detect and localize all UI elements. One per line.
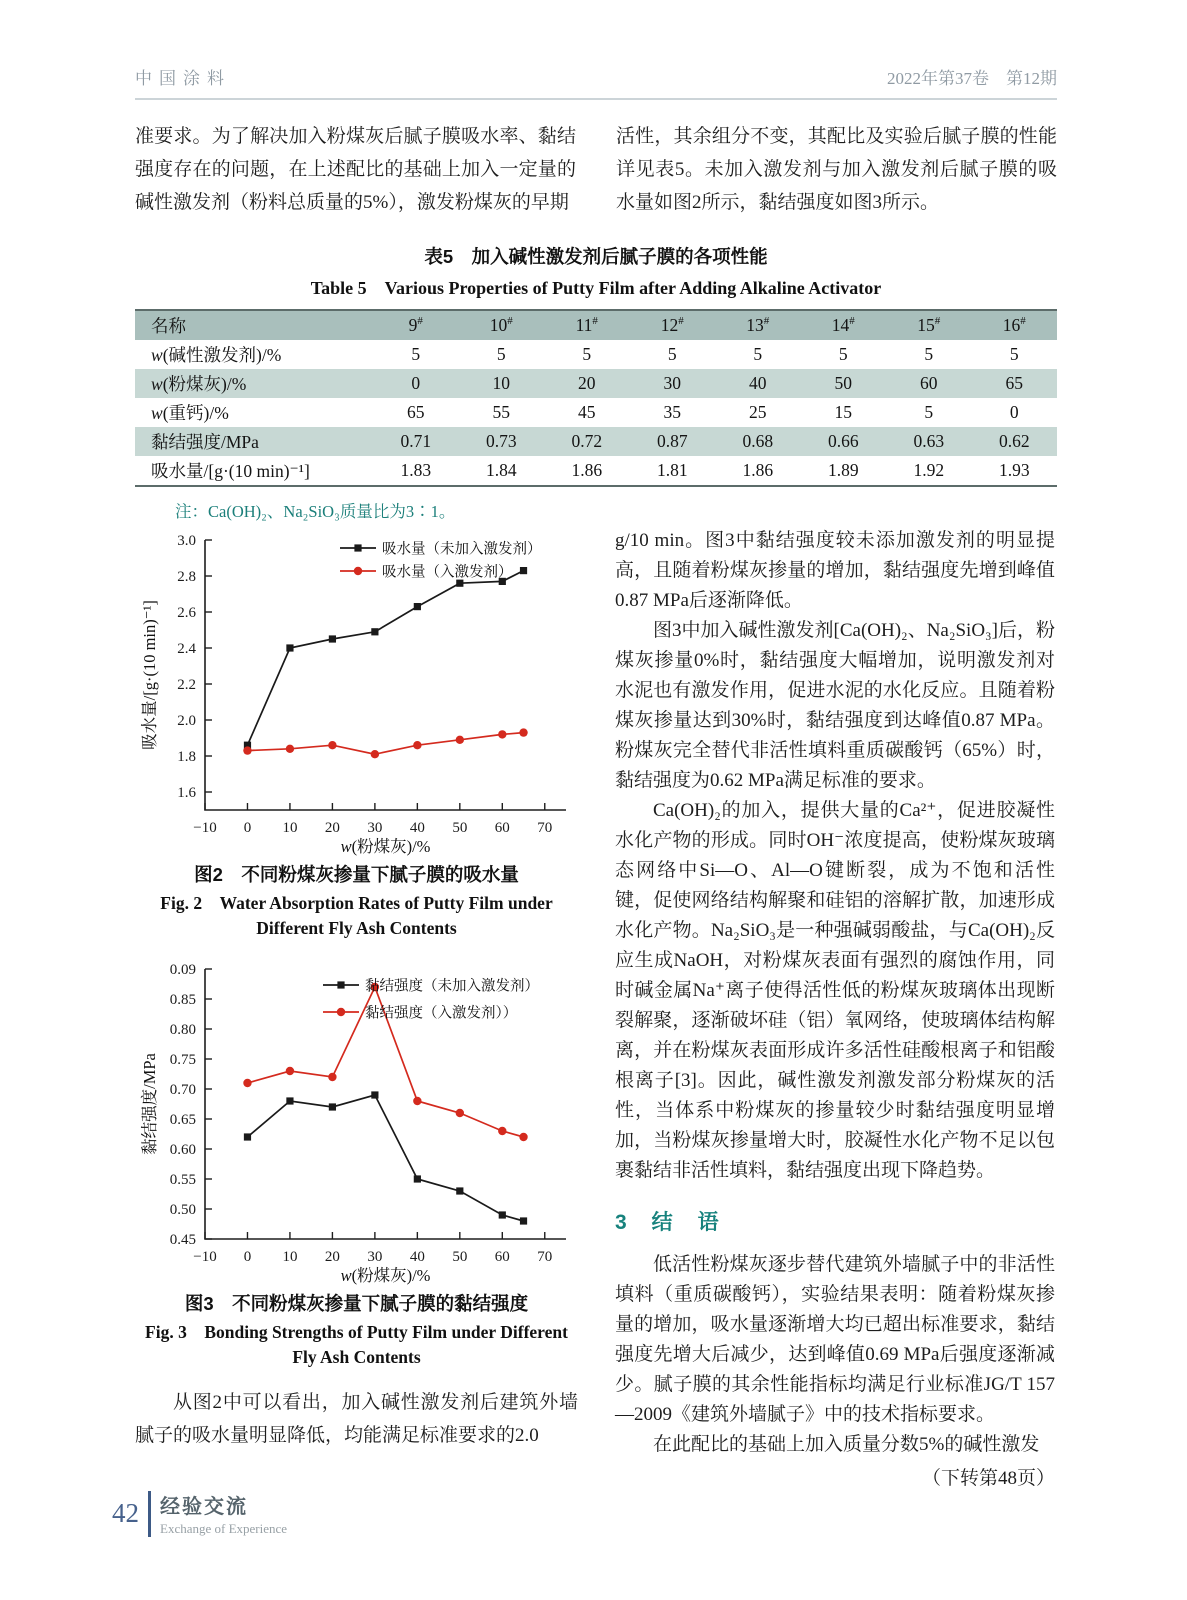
- table-cell: 0.62: [998, 431, 1030, 451]
- left-closing-paragraph: 从图2中可以看出，加入碱性激发剂后建筑外墙腻子的吸水量明显降低，均能满足标准要求的2.0: [135, 1392, 578, 1446]
- footer-divider: [148, 1491, 151, 1537]
- footer-column-en: Exchange of Experience: [160, 1521, 288, 1536]
- table-cell: 55: [492, 402, 510, 422]
- footer-column-zh: 经验交流: [160, 1496, 248, 1518]
- svg-text:黏结强度/MPa: 黏结强度/MPa: [140, 1053, 159, 1155]
- page-header: [135, 64, 1057, 100]
- svg-text:−10: −10: [193, 820, 217, 836]
- table-cell: 5: [753, 344, 763, 364]
- svg-text:0.50: 0.50: [169, 1202, 196, 1218]
- table-cell: 0.63: [913, 431, 945, 451]
- svg-text:0.85: 0.85: [169, 992, 196, 1008]
- table-header-sample: 15#: [917, 315, 941, 335]
- table-header-sample: 11#: [575, 315, 598, 335]
- svg-text:60: 60: [494, 820, 510, 836]
- table-header-sample: 10#: [489, 315, 513, 335]
- fig3-caption-zh: 图3 不同粉煤灰掺量下腻子膜的黏结强度: [184, 1293, 529, 1314]
- table-cell: 0.72: [571, 431, 603, 451]
- svg-text:吸水量/[g·(10 min)⁻¹]: 吸水量/[g·(10 min)⁻¹]: [140, 600, 159, 750]
- svg-text:1.8: 1.8: [177, 749, 196, 765]
- table-cell: 1.84: [485, 460, 517, 480]
- table-header-sample: 13#: [746, 315, 770, 335]
- fig2-caption-en-line2: Different Fly Ash Contents: [256, 918, 457, 938]
- svg-text:20: 20: [324, 820, 340, 836]
- svg-text:50: 50: [452, 1249, 468, 1265]
- table-cell: 5: [582, 344, 592, 364]
- body-paragraph: 图3中加入碱性激发剂[Ca(OH)₂、Na₂SiO₃]后，粉煤灰掺量0%时，黏结强度大幅增加，说明激发剂对水泥也有激发作用，促进水泥的水化反应。且随着粉煤灰掺量达到30%时，黏结强度到达峰值0.87 MPa。粉煤灰完全替代非活性填料重质碳酸钙（65%）时，黏结强度为0.62 MPa满足标准的要求。: [615, 620, 1055, 791]
- svg-text:0: 0: [243, 1249, 252, 1265]
- fig2-caption-en-line1: Fig. 2 Water Absorption Rates of Putty Film under: [160, 893, 553, 913]
- table-cell: 40: [749, 373, 767, 393]
- figure-2: [135, 526, 578, 941]
- table-title-en: Table 5 Various Properties of Putty Film after Adding Alkaline Activator: [310, 278, 882, 298]
- page-number: 42: [112, 1498, 139, 1528]
- left-column: [135, 526, 578, 1452]
- table-row-label: w(重钙)/%: [151, 403, 229, 423]
- table-cell: 25: [749, 402, 767, 422]
- svg-text:70: 70: [537, 1249, 553, 1265]
- svg-text:10: 10: [282, 820, 298, 836]
- table-row: [135, 427, 1057, 456]
- table-row: [135, 456, 1057, 486]
- svg-text:3.0: 3.0: [177, 533, 196, 549]
- table-cell: 5: [924, 344, 934, 364]
- intro-paragraphs: [135, 120, 1057, 219]
- table-cell: 20: [578, 373, 596, 393]
- table-cell: 0.68: [742, 431, 774, 451]
- properties-table: [135, 309, 1057, 487]
- table-cell: 5: [411, 344, 421, 364]
- table-cell: 1.81: [656, 460, 688, 480]
- table-cell: 30: [663, 373, 681, 393]
- svg-text:w(粉煤灰)/%: w(粉煤灰)/%: [340, 837, 431, 856]
- svg-text:黏结强度（未加入激发剂）: 黏结强度（未加入激发剂）: [365, 978, 539, 995]
- svg-text:2.0: 2.0: [177, 713, 196, 729]
- fig2-line-chart: [135, 526, 578, 858]
- table-header-sample: 16#: [1002, 315, 1026, 335]
- body-paragraph: 低活性粉煤灰逐步替代建筑外墙腻子中的非活性填料（重质碳酸钙），实验结果表明：随着粉煤灰掺量的增加，吸水量逐渐增大均已超出标准要求，黏结强度先增大后减少，达到峰值0.69 MPa后强度逐渐减少。腻子膜的其余性能指标均满足行业标准JG/T 157—2009《建筑外墙腻子》中的技术指标要求。: [615, 1254, 1055, 1425]
- table-header-name: 名称: [151, 316, 186, 336]
- svg-text:2.8: 2.8: [177, 569, 196, 585]
- fig3-caption-en-line1: Fig. 3 Bonding Strengths of Putty Film under Different: [145, 1322, 568, 1342]
- svg-text:30: 30: [367, 1249, 383, 1265]
- fig3-caption-en: [135, 1320, 578, 1370]
- table-row: [135, 398, 1057, 427]
- properties-table-body: [135, 310, 1057, 486]
- issue-info: 2022年第37卷 第12期: [887, 69, 1057, 88]
- table-cell: 1.83: [400, 460, 432, 480]
- table-cell: 1.86: [742, 460, 774, 480]
- table-cell: 1.89: [827, 460, 859, 480]
- svg-text:吸水量（入激发剂）: 吸水量（入激发剂）: [382, 564, 513, 581]
- svg-text:0.60: 0.60: [169, 1142, 196, 1158]
- svg-text:0.09: 0.09: [169, 962, 196, 978]
- table-cell: 5: [1009, 344, 1019, 364]
- svg-text:2.2: 2.2: [177, 677, 196, 693]
- svg-text:30: 30: [367, 820, 383, 836]
- table-header-row: [135, 310, 1057, 340]
- table-header-sample: 9#: [408, 315, 423, 335]
- table-cell: 10: [492, 373, 510, 393]
- table-cell: 5: [667, 344, 677, 364]
- table-header-sample: 12#: [660, 315, 684, 335]
- table-cell: 45: [578, 402, 596, 422]
- table-row: [135, 369, 1057, 398]
- svg-text:10: 10: [282, 1249, 298, 1265]
- svg-text:吸水量（未加入激发剂）: 吸水量（未加入激发剂）: [382, 541, 542, 558]
- table-cell: 0.73: [485, 431, 517, 451]
- table-cell: 5: [924, 402, 934, 422]
- table-cell: 50: [834, 373, 852, 393]
- right-column: [615, 526, 1055, 1494]
- svg-text:−10: −10: [193, 1249, 217, 1265]
- fig3-line-chart: [135, 955, 578, 1287]
- svg-text:0.70: 0.70: [169, 1082, 196, 1098]
- intro-paragraph-left: 准要求。为了解决加入粉煤灰后腻子膜吸水率、黏结强度存在的问题，在上述配比的基础上加入一定量的碱性激发剂（粉料总质量的5%），激发粉煤灰的早期: [135, 126, 576, 213]
- table-row: [135, 340, 1057, 369]
- continued-on-page-note: （下转第48页）: [921, 1468, 1055, 1489]
- svg-text:20: 20: [324, 1249, 340, 1265]
- table-cell: 1.92: [913, 460, 945, 480]
- table-block: [135, 243, 1057, 522]
- table-cell: 65: [1005, 373, 1023, 393]
- table-row-label: w(粉煤灰)/%: [151, 374, 247, 394]
- svg-text:0.80: 0.80: [169, 1022, 196, 1038]
- svg-text:0.65: 0.65: [169, 1112, 196, 1128]
- svg-text:2.6: 2.6: [177, 605, 196, 621]
- table-cell: 0: [411, 373, 421, 393]
- table-cell: 5: [496, 344, 506, 364]
- table-header-sample: 14#: [831, 315, 855, 335]
- svg-text:40: 40: [409, 1249, 425, 1265]
- svg-text:50: 50: [452, 820, 468, 836]
- section-heading-conclusion: 3 结 语: [615, 1211, 721, 1234]
- svg-text:w(粉煤灰)/%: w(粉煤灰)/%: [340, 1266, 431, 1285]
- svg-text:0.55: 0.55: [169, 1172, 196, 1188]
- footer-column-title: [160, 1490, 287, 1537]
- svg-text:2.4: 2.4: [177, 641, 196, 657]
- table-cell: 35: [663, 402, 681, 422]
- fig3-caption-en-line2: Fly Ash Contents: [292, 1347, 421, 1367]
- page-footer: [112, 1490, 287, 1537]
- svg-text:1.6: 1.6: [177, 785, 196, 801]
- table-title-zh: 表5 加入碱性激发剂后腻子膜的各项性能: [424, 246, 768, 267]
- table-row-label: 吸水量/[g·(10 min)⁻¹]: [151, 461, 310, 481]
- svg-text:70: 70: [537, 820, 553, 836]
- table-note: 注：Ca(OH)₂、Na₂SiO₃质量比为3∶1。: [175, 502, 456, 521]
- table-cell: 60: [920, 373, 938, 393]
- table-cell: 0: [1009, 402, 1019, 422]
- table-cell: 0.66: [827, 431, 859, 451]
- svg-text:40: 40: [409, 820, 425, 836]
- svg-text:0.75: 0.75: [169, 1052, 196, 1068]
- svg-text:黏结强度（入激发剂））: 黏结强度（入激发剂））: [365, 1005, 518, 1022]
- body-paragraph: Ca(OH)₂的加入，提供大量的Ca²⁺，促进胶凝性水化产物的形成。同时OH⁻浓度提高，使粉煤灰玻璃态网络中Si—O、Al—O键断裂，成为不饱和活性键，促使网络结构解聚和硅铝的溶解扩散，加速形成水化产物。Na₂SiO₃是一种强碱弱酸盐，与Ca(OH)₂反应生成NaOH，对粉煤灰表面有强烈的腐蚀作用，同时碱金属Na⁺离子使得活性低的粉煤灰玻璃体出现断裂解聚，逐渐破坏硅（铝）氧网络，使玻璃体结构解离，并在粉煤灰表面形成许多活性硅酸根离子和铝酸根离子[3]。因此，碱性激发剂激发部分粉煤灰的活性，当体系中粉煤灰的掺量较少时黏结强度明显增加，当粉煤灰掺量增大时，胶凝性水化产物不足以包裹黏结非活性填料，黏结强度出现下降趋势。: [615, 800, 1055, 1181]
- figure-3: [135, 955, 578, 1370]
- table-cell: 0.71: [400, 431, 432, 451]
- svg-text:0.45: 0.45: [169, 1232, 196, 1248]
- table-cell: 5: [838, 344, 848, 364]
- svg-text:60: 60: [494, 1249, 510, 1265]
- journal-name: 中国涂料: [135, 69, 231, 88]
- table-row-label: w(碱性激发剂)/%: [151, 345, 282, 365]
- table-cell: 15: [834, 402, 852, 422]
- fig2-caption-en: [135, 891, 578, 941]
- svg-text:0: 0: [243, 820, 252, 836]
- table-cell: 1.93: [998, 460, 1030, 480]
- table-row-label: 黏结强度/MPa: [151, 432, 259, 452]
- fig2-caption-zh: 图2 不同粉煤灰掺量下腻子膜的吸水量: [194, 864, 519, 885]
- table-cell: 1.86: [571, 460, 603, 480]
- table-cell: 0.87: [656, 431, 688, 451]
- intro-paragraph-right: 活性，其余组分不变，其配比及实验后腻子膜的性能详见表5。未加入激发剂与加入激发剂后腻子膜的吸水量如图2所示，黏结强度如图3所示。: [616, 126, 1057, 213]
- body-paragraph: 在此配比的基础上加入质量分数5%的碱性激发: [653, 1434, 1040, 1455]
- table-cell: 65: [407, 402, 425, 422]
- body-paragraph: g/10 min。图3中黏结强度较未添加激发剂的明显提高，且随着粉煤灰掺量的增加，黏结强度先增到峰值0.87 MPa后逐渐降低。: [615, 530, 1055, 611]
